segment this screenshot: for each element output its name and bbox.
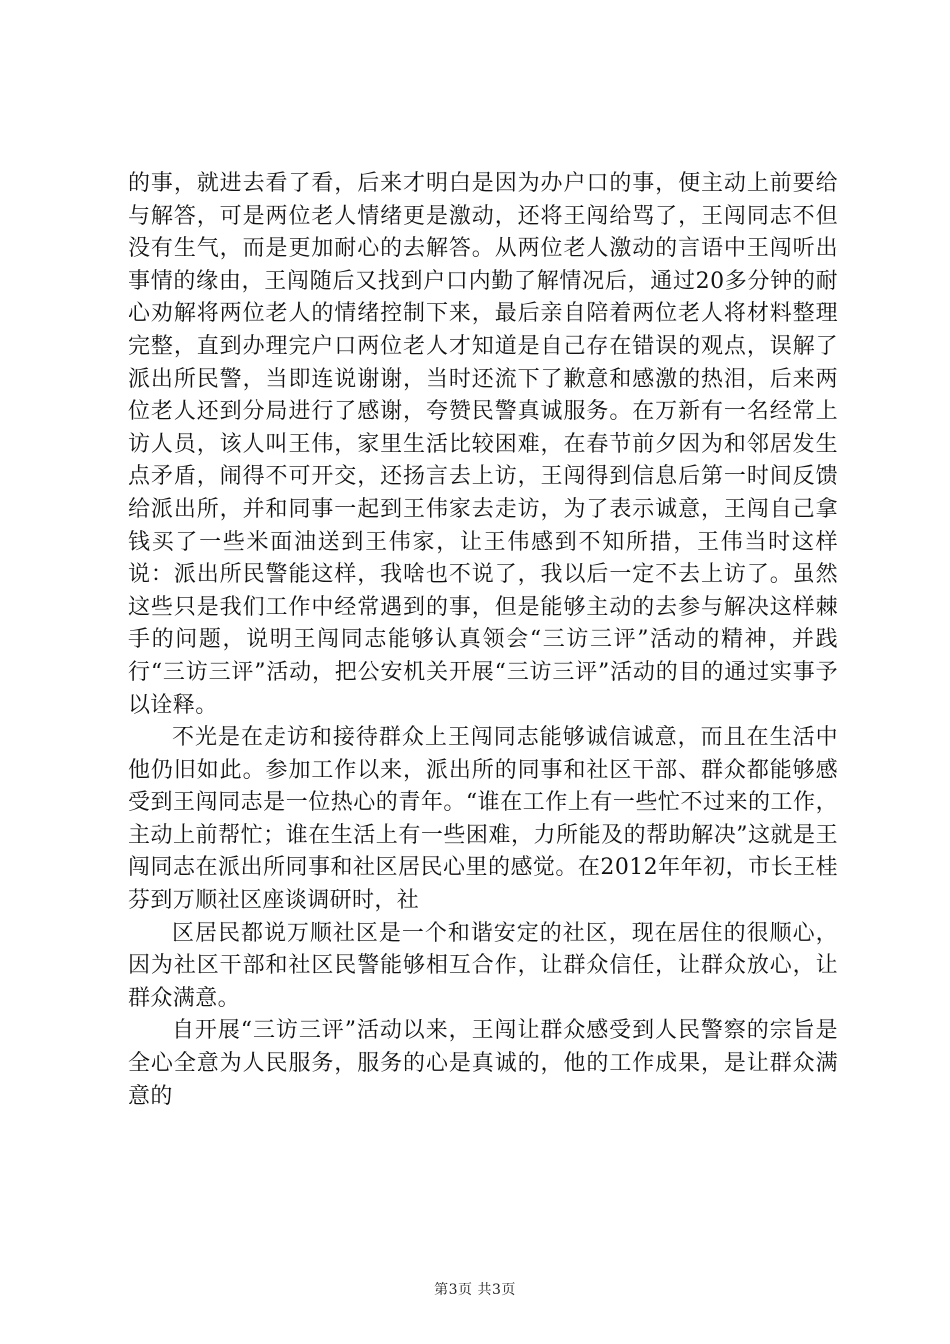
paragraph-2: 不光是在走访和接待群众上王闯同志能够诚信诚意，而且在生活中他仍旧如此。参加工作以来，派出所的同事和社区干部、群众都能够感受到王闯同志是一位热心的青年。“谁在工作上有一些忙不过来的工作，主动上前帮忙；谁在生活上有一些困难，力所能及的帮助解决”这就是王闯同志在派出所同事和社区居民心里的感觉。在2012年年初，市长王桂芬到万顺社区座谈调研时，社 bbox=[128, 725, 838, 914]
document-body bbox=[128, 168, 838, 1113]
paragraph-4: 自开展“三访三评”活动以来，王闯让群众感受到人民警察的宗旨是全心全意为人民服务，服务的心是真诚的，他的工作成果，是让群众满意的 bbox=[128, 1018, 838, 1109]
paragraph-1: 的事，就进去看了看，后来才明白是因为办户口的事，便主动上前要给与解答，可是两位老人情绪更是激动，还将王闯给骂了，王闯同志不但没有生气，而是更加耐心的去解答。从两位老人激动的言语中王闯听出事情的缘由，王闯随后又找到户口内勤了解情况后，通过20多分钟的耐心劝解将两位老人的情绪控制下来，最后亲自陪着两位老人将材料整理完整，直到办理完户口两位老人才知道是自己存在错误的观点，误解了派出所民警，当即连说谢谢，当时还流下了歉意和感激的热泪，后来两位老人还到分局进行了感谢，夸赞民警真诚服务。在万新有一名经常上访人员，该人叫王伟，家里生活比较困难，在春节前夕因为和邻居发生点矛盾，闹得不可开交，还扬言去上访，王闯得到信息后第一时间反馈给派出所，并和同事一起到王伟家去走访，为了表示诚意，王闯自己拿钱买了一些米面油送到王伟家，让王伟感到不知所措，王伟当时这样说：派出所民警能这样，我啥也不说了，我以后一定不去上访了。虽然这些只是我们工作中经常遇到的事，但是能够主动的去参与解决这样棘手的问题，说明王闯同志能够认真领会“三访三评”活动的精神，并践行“三访三评”活动，把公安机关开展“三访三评”活动的目的通过实事予以诠释。 bbox=[128, 171, 838, 718]
paragraph-3: 区居民都说万顺社区是一个和谐安定的社区，现在居住的很顺心，因为社区干部和社区民警能够相互合作，让群众信任，让群众放心，让群众满意。 bbox=[128, 920, 838, 1011]
page-number-footer: 第3页 共3页 bbox=[434, 1282, 516, 1298]
